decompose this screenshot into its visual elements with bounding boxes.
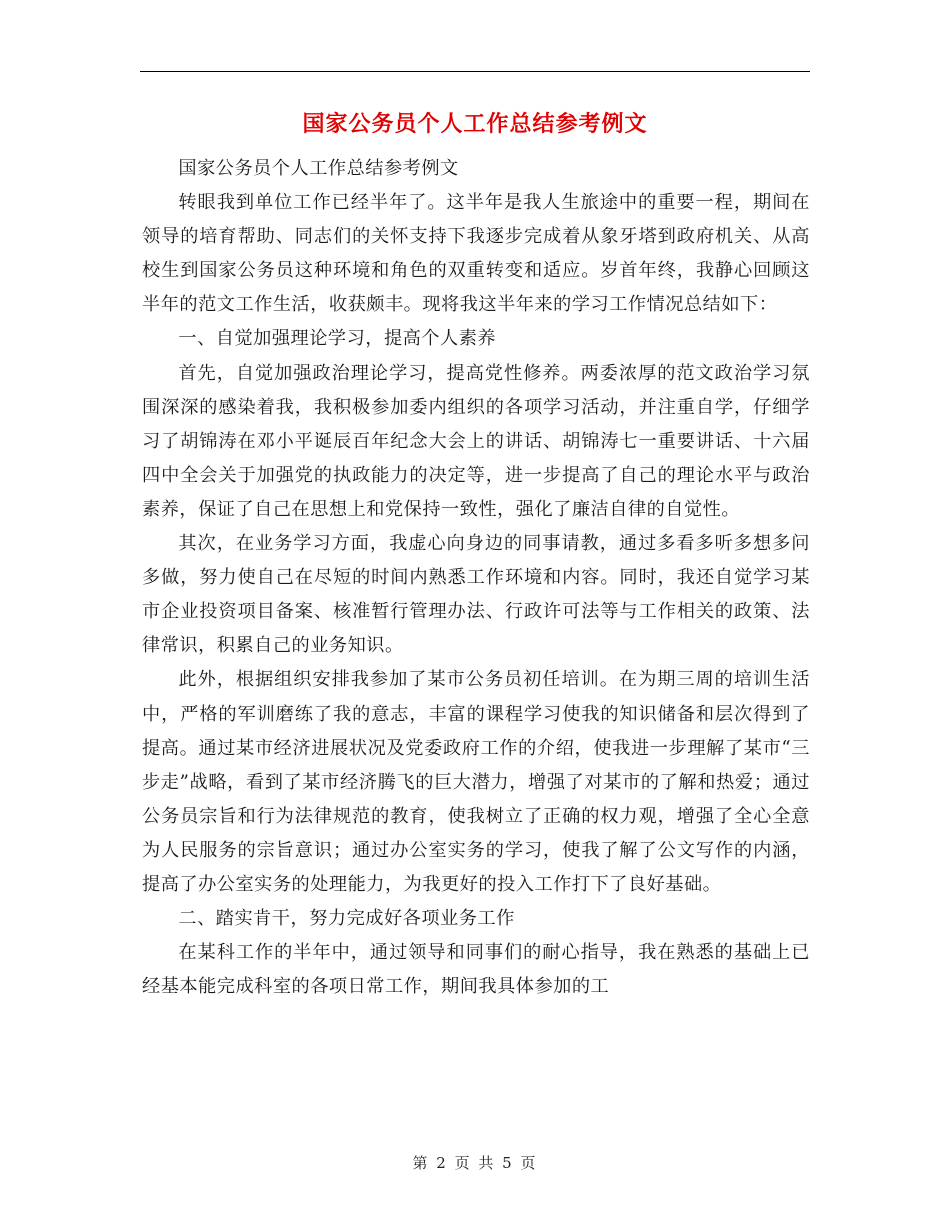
document-body	[142, 152, 810, 1004]
header-rule	[140, 71, 810, 72]
paragraph: 此外，根据组织安排我参加了某市公务员初任培训。在为期三周的培训生活中，严格的军训磨练了我的意志，丰富的课程学习使我的知识储备和层次得到了提高。通过某市经济进展状况及党委政府工作的介绍，使我进一步理解了某市“三步走”战略，看到了某市经济腾飞的巨大潜力，增强了对某市的了解和热爱；通过公务员宗旨和行为法律规范的教育，使我树立了正确的权力观，增强了全心全意为人民服务的宗旨意识；通过办公室实务的学习，使我了解了公文写作的内涵，提高了办公室实务的处理能力，为我更好的投入工作打下了良好基础。	[142, 669, 810, 895]
page-number: 第 2 页 共 5 页	[412, 1154, 538, 1172]
paragraph-intro: 转眼我到单位工作已经半年了。这半年是我人生旅途中的重要一程，期间在领导的培育帮助、同志们的关怀支持下我逐步完成着从象牙塔到政府机关、从高校生到国家公务员这种环境和角色的双重转变和适应。岁首年终，我静心回顾这半年的范文工作生活，收获颇丰。现将我这半年来的学习工作情况总结如下：	[142, 192, 810, 316]
paragraph-subtitle: 国家公务员个人工作总结参考例文	[178, 158, 459, 179]
document-title: 国家公务员个人工作总结参考例文	[302, 112, 648, 137]
section-heading-2: 二、踏实肯干，努力完成好各项业务工作	[178, 908, 515, 930]
paragraph: 其次，在业务学习方面，我虚心向身边的同事请教，通过多看多听多想多问多做，努力使自己在尽短的时间内熟悉工作环境和内容。同时，我还自觉学习某市企业投资项目备案、核准暂行管理办法、行政许可法等与工作相关的政策、法律常识，积累自己的业务知识。	[142, 533, 810, 657]
paragraph: 在某科工作的半年中，通过领导和同事们的耐心指导，我在熟悉的基础上已经基本能完成科室的各项日常工作，期间我具体参加的工	[142, 942, 810, 998]
section-heading-1: 一、自觉加强理论学习，提高个人素养	[178, 328, 497, 350]
paragraph: 首先，自觉加强政治理论学习，提高党性修养。两委浓厚的范文政治学习氛围深深的感染着我，我积极参加委内组织的各项学习活动，并注重自学，仔细学习了胡锦涛在邓小平诞辰百年纪念大会上的讲话、胡锦涛七一重要讲话、十六届四中全会关于加强党的执政能力的决定等，进一步提高了自己的理论水平与政治素养，保证了自己在思想上和党保持一致性，强化了廉洁自律的自觉性。	[142, 362, 810, 520]
